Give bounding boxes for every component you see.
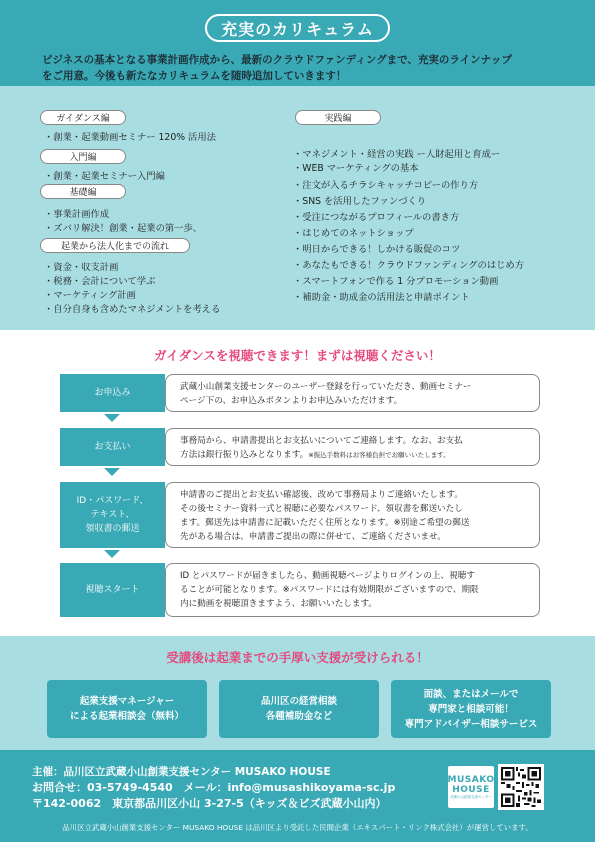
step-apply	[60, 374, 165, 412]
step-payment-desc	[165, 428, 540, 466]
step-desc-line: 武蔵小山創業支援センターのユーザー登録を行っていただき、動画セミナー	[180, 382, 472, 392]
support-box-line: 専門家と相談可能！	[428, 703, 514, 715]
intro-line-1: ビジネスの基本となる事業計画作成から、最新のクラウドファンディングまで、充実のラインナップ	[42, 54, 512, 66]
curriculum-item: ・税務・会計について学ぶ	[44, 276, 156, 287]
step-label: テキスト、	[90, 510, 135, 520]
support-box-line: 品川区の経営相談	[260, 696, 337, 707]
step-payment	[60, 428, 165, 466]
curriculum-item: ・マーケティング計画	[44, 290, 136, 301]
footer-organizer: 主催：品川区立武蔵小山創業支援センター MUSAKO HOUSE	[32, 766, 331, 778]
step-desc-line: 事務局から、申請書提出とお支払いについてご連絡します。なお、お支払	[180, 436, 463, 446]
curriculum-item: ・スマートフォンで作る 1 分プロモーション動画	[293, 276, 499, 287]
step-label: ID・パスワード、	[76, 496, 149, 506]
support-box-line: による起業相談会（無料）	[69, 711, 184, 722]
category-intro: 入門編	[40, 149, 126, 164]
curriculum-item: ・WEB マーケティングの基本	[293, 163, 419, 174]
step-start-viewing-desc	[165, 563, 540, 617]
curriculum-item: ・受注につながるプロフィールの書き方	[293, 212, 460, 223]
step-mailing-desc	[165, 482, 540, 548]
curriculum-item: ・あなたもできる！クラウドファンディングのはじめ方	[293, 260, 525, 271]
arrow-down-icon	[104, 468, 120, 476]
curriculum-item: ・マネジメント・経営の実践 ー人財起用と育成ー	[293, 149, 501, 160]
viewing-title: ガイダンスを視聴できます！まずは視聴ください！	[154, 348, 441, 363]
intro-text	[42, 52, 562, 84]
curriculum-item: ・はじめてのネットショップ	[293, 228, 414, 239]
section-title-curriculum: 充実のカリキュラム	[205, 14, 390, 42]
curriculum-item: ・注文が入るチラシキャッチコピーの作り方	[293, 180, 479, 191]
step-desc-line: 方法は銀行振り込みとなります。	[180, 450, 309, 460]
curriculum-item: ・補助金・助成金の活用法と申請ポイント	[293, 292, 470, 303]
intro-line-2: をご用意。今後も新たなカリキュラムを随時追加していきます！	[42, 70, 347, 82]
logo-subtext: 武蔵小山創業支援センター	[450, 794, 492, 799]
step-desc-line: 内に動画を視聴頂きますよう、お願いいたします。	[180, 599, 377, 609]
curriculum-item: ・自分自身も含めたマネジメントを考える	[44, 304, 221, 315]
curriculum-item: ・創業・起業動画セミナー 120% 活用法	[44, 132, 216, 143]
support-box-line: 各種補助金など	[265, 711, 333, 722]
step-desc-line: 申請書のご提出とお支払い確認後、改めて事務局よりご連絡いたします。	[180, 490, 463, 500]
arrow-down-icon	[104, 550, 120, 558]
step-mailing	[60, 482, 165, 548]
footer-contact: お問合せ：03-5749-4540 メール：info@musashikoyama-sc.jp	[32, 781, 396, 794]
curriculum-item: ・明日からできる！しかける販促のコツ	[293, 244, 461, 255]
step-desc-line: ることが可能となります。※パスワードには有効期限がございますので、期限	[180, 585, 479, 595]
step-desc-line: ます。郵送先は申請書に記載いただく住所となります。※別途ご希望の郵送	[180, 518, 470, 528]
category-incorporation: 起業から法人化までの流れ	[40, 238, 190, 253]
category-guidance: ガイダンス編	[40, 110, 126, 125]
step-label: 視聴スタート	[85, 585, 140, 595]
footer-address: 〒142-0062 東京都品川区小山 3-27-5（キッズ＆ビズ武蔵小山内）	[32, 797, 387, 810]
step-apply-desc	[165, 374, 540, 412]
logo-text: MUSAKO	[447, 774, 495, 785]
step-note: ※振込手数料はお客様負担でお願いいたします。	[308, 451, 450, 459]
support-title: 受講後は起業までの手厚い支援が受けられる！	[166, 650, 429, 665]
step-label: 領収書の郵送	[85, 524, 140, 534]
support-box-line: 起業支援マネージャー	[79, 696, 175, 707]
step-desc-line: その後セミナー資料一式と視聴に必要なパスワード、領収書を郵送いたし	[180, 504, 463, 514]
category-basic: 基礎編	[40, 184, 126, 199]
curriculum-item: ・SNS を活用したファンづくり	[293, 196, 427, 207]
curriculum-item: ・事業計画作成	[44, 209, 110, 220]
step-start-viewing	[60, 563, 165, 617]
logo-text: HOUSE	[452, 784, 490, 795]
support-box-advisor	[391, 680, 551, 738]
category-practice: 実践編	[295, 110, 381, 125]
step-desc-line: ページ下の、お申込みボタンよりお申込みいただけます。	[180, 396, 403, 406]
qr-code-icon	[498, 764, 544, 810]
step-label: お申込み	[94, 388, 131, 398]
step-label: お支払い	[94, 442, 131, 452]
curriculum-item: ・創業・起業セミナー入門編	[44, 171, 165, 182]
step-desc-line: ID とパスワードが届きましたら、動画視聴ページよりログインの上、視聴す	[180, 571, 475, 581]
musako-house-logo	[448, 766, 494, 808]
arrow-down-icon	[104, 414, 120, 422]
step-desc-line: 先がある場合は、申請書ご提出の際に併せて、ご連絡くださいませ。	[180, 532, 446, 542]
support-box-manager	[47, 680, 207, 738]
support-box-line: 面談、またはメールで	[423, 688, 519, 700]
footer-note: 品川区立武蔵小山創業支援センター MUSAKO HOUSE は品川区より受託した民間企業（エキスパート・リンク株式会社）が運営しています。	[62, 823, 533, 832]
curriculum-item: ・資金・収支計画	[44, 262, 119, 273]
support-box-line: 専門アドバイザー相談サービス	[404, 718, 538, 730]
support-box-shinagawa	[219, 680, 379, 738]
curriculum-item: ・ズバリ解決！創業・起業の第一歩、	[44, 223, 203, 234]
